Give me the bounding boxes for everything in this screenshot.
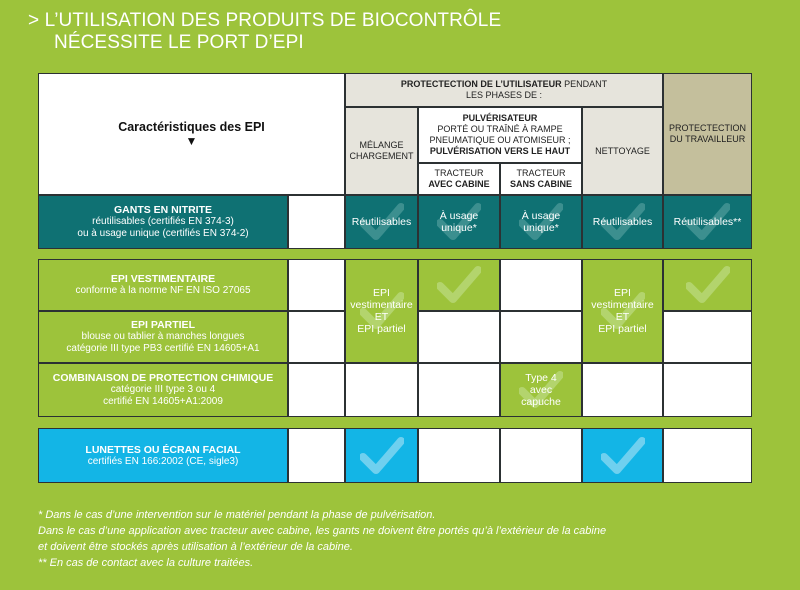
gants-blank-cell bbox=[288, 195, 345, 249]
check-icon bbox=[437, 266, 481, 304]
gants-melange-value: Réutilisables bbox=[351, 216, 412, 228]
lunettes-name: LUNETTES OU ÉCRAN FACIAL bbox=[85, 443, 241, 456]
footnote-2: Dans le cas d’une application avec tracteur avec cabine, les gants ne doivent être portés qu’à l’extérieur de la cabine bbox=[38, 525, 607, 537]
pulve-line2: PORTÉ OU TRAÎNÉ À RAMPE bbox=[437, 124, 563, 134]
gants-sans-cabine-value-1: À usage bbox=[521, 210, 561, 222]
combinaison-label bbox=[38, 363, 288, 417]
melange-header bbox=[345, 107, 418, 195]
tracteur-avec-cabine-header bbox=[418, 163, 500, 195]
lunettes-avec-cabine-cell bbox=[418, 428, 500, 483]
combinaison-sans-cabine-line1: Type 4 bbox=[525, 372, 557, 384]
melange-line1: MÉLANGE bbox=[359, 140, 404, 150]
tracteur1-line1: TRACTEUR bbox=[434, 168, 484, 178]
check-icon bbox=[601, 437, 645, 475]
pulve-line4: PULVÉRISATION VERS LE HAUT bbox=[429, 146, 571, 156]
melange-line2: CHARGEMENT bbox=[349, 151, 414, 161]
vestimentaire-travailleur-cell bbox=[663, 259, 752, 311]
protection-user-rest: PENDANT bbox=[561, 79, 608, 89]
nettoyage-merged-line3: ET bbox=[615, 311, 630, 323]
characteristics-header bbox=[38, 73, 345, 195]
pulve-line3: PNEUMATIQUE OU ATOMISEUR ; bbox=[429, 135, 571, 145]
vestimentaire-label bbox=[38, 259, 288, 311]
lunettes-travailleur-cell bbox=[663, 428, 752, 483]
vestimentaire-avec-cabine-cell bbox=[418, 259, 500, 311]
lunettes-sans-cabine-cell bbox=[500, 428, 582, 483]
partiel-travailleur-cell bbox=[663, 311, 752, 363]
vestimentaire-name: EPI VESTIMENTAIRE bbox=[110, 273, 216, 285]
gants-desc1: réutilisables (certifiés EN 374-3) bbox=[92, 216, 234, 227]
combinaison-desc1: catégorie III type 3 ou 4 bbox=[110, 384, 216, 395]
melange-merged-line4: EPI partiel bbox=[357, 323, 406, 335]
pulverisateur-header bbox=[418, 107, 582, 163]
characteristics-label: Caractéristiques des EPI bbox=[118, 120, 265, 134]
tracteur-sans-cabine-header bbox=[500, 163, 582, 195]
gants-desc2: ou à usage unique (certifiés EN 374-2) bbox=[77, 228, 249, 239]
combinaison-travailleur-cell bbox=[663, 363, 752, 417]
lunettes-blank-cell bbox=[288, 428, 345, 483]
partiel-avec-cabine-cell bbox=[418, 311, 500, 363]
gants-sans-cabine-cell bbox=[500, 195, 582, 249]
partiel-label bbox=[38, 311, 288, 363]
nettoyage-label: NETTOYAGE bbox=[595, 145, 650, 156]
gants-nettoyage-value: Réutilisables bbox=[592, 216, 653, 228]
gants-sans-cabine-value-2: unique* bbox=[523, 222, 559, 234]
footnote-4: ** En cas de contact avec la culture traitées. bbox=[38, 557, 254, 569]
combinaison-sans-cabine-cell bbox=[500, 363, 582, 417]
lunettes-label bbox=[38, 428, 288, 483]
melange-merged-line2: vestimentaire bbox=[350, 299, 413, 311]
title-line-2: NÉCESSITE LE PORT D’EPI bbox=[54, 32, 304, 53]
partiel-blank-cell bbox=[288, 311, 345, 363]
pulve-bold: PULVÉRISATEUR bbox=[462, 113, 538, 123]
combinaison-sans-cabine-line3: capuche bbox=[521, 396, 561, 408]
protection-user-line2: LES PHASES DE : bbox=[465, 90, 543, 100]
gants-name: GANTS EN NITRITE bbox=[113, 204, 212, 216]
combinaison-melange-cell bbox=[345, 363, 418, 417]
protection-worker-line2: DU TRAVAILLEUR bbox=[669, 134, 746, 144]
tracteur2-line2: SANS CABINE bbox=[509, 179, 572, 189]
gants-travailleur-cell bbox=[663, 195, 752, 249]
gants-label bbox=[38, 195, 288, 249]
partiel-desc1: blouse ou tablier à manches longues bbox=[81, 331, 245, 342]
partiel-name: EPI PARTIEL bbox=[131, 319, 195, 331]
vestimentaire-blank-cell bbox=[288, 259, 345, 311]
tracteur1-line2: AVEC CABINE bbox=[428, 179, 490, 189]
combinaison-name: COMBINAISON DE PROTECTION CHIMIQUE bbox=[52, 372, 274, 384]
melange-merged-line1: EPI bbox=[373, 287, 390, 299]
nettoyage-merged-line4: EPI partiel bbox=[598, 323, 647, 335]
vestimentaire-sans-cabine-cell bbox=[500, 259, 582, 311]
protection-user-bold: PROTECTECTION DE L’UTILISATEUR bbox=[400, 79, 562, 89]
lunettes-desc1: certifiés EN 166:2002 (CE, sigle3) bbox=[87, 455, 239, 467]
page-title bbox=[28, 10, 501, 54]
combinaison-blank-cell bbox=[288, 363, 345, 417]
footnotes bbox=[38, 507, 778, 571]
gants-avec-cabine-value-2: unique* bbox=[441, 222, 477, 234]
lunettes-nettoyage-cell bbox=[582, 428, 663, 483]
footnote-1: * Dans le cas d’une intervention sur le matériel pendant la phase de pulvérisation. bbox=[38, 509, 436, 521]
combinaison-desc2: certifié EN 14605+A1:2009 bbox=[103, 396, 223, 407]
lunettes-melange-cell bbox=[345, 428, 418, 483]
gants-nettoyage-cell bbox=[582, 195, 663, 249]
gants-avec-cabine-value-1: À usage bbox=[439, 210, 479, 222]
gants-avec-cabine-cell bbox=[418, 195, 500, 249]
vest-partiel-nettoyage-cell bbox=[582, 259, 663, 363]
partiel-desc2: catégorie III type PB3 certifié EN 14605+A1 bbox=[66, 343, 260, 354]
nettoyage-merged-line1: EPI bbox=[614, 287, 631, 299]
protection-worker-header bbox=[663, 73, 752, 195]
protection-worker-line1: PROTECTECTION bbox=[668, 123, 746, 133]
down-arrow-icon: ▼ bbox=[185, 134, 198, 148]
footnote-3: et doivent être stockés après utilisation à l’extérieur de la cabine. bbox=[38, 541, 353, 553]
nettoyage-merged-line2: vestimentaire bbox=[591, 299, 654, 311]
combinaison-avec-cabine-cell bbox=[418, 363, 500, 417]
protection-user-header bbox=[345, 73, 663, 107]
title-line-1: > L’UTILISATION DES PRODUITS DE BIOCONTRÔLE bbox=[28, 10, 502, 31]
check-icon bbox=[686, 266, 730, 304]
partiel-sans-cabine-cell bbox=[500, 311, 582, 363]
vest-partiel-melange-cell bbox=[345, 259, 418, 363]
combinaison-nettoyage-cell bbox=[582, 363, 663, 417]
gants-travailleur-value: Réutilisables** bbox=[673, 216, 742, 228]
combinaison-sans-cabine-line2: avec bbox=[529, 384, 553, 396]
melange-merged-line3: ET bbox=[374, 311, 389, 323]
nettoyage-header bbox=[582, 107, 663, 195]
tracteur2-line1: TRACTEUR bbox=[516, 168, 566, 178]
check-icon bbox=[360, 437, 404, 475]
vestimentaire-desc1: conforme à la norme NF EN ISO 27065 bbox=[75, 285, 251, 296]
gants-melange-cell bbox=[345, 195, 418, 249]
